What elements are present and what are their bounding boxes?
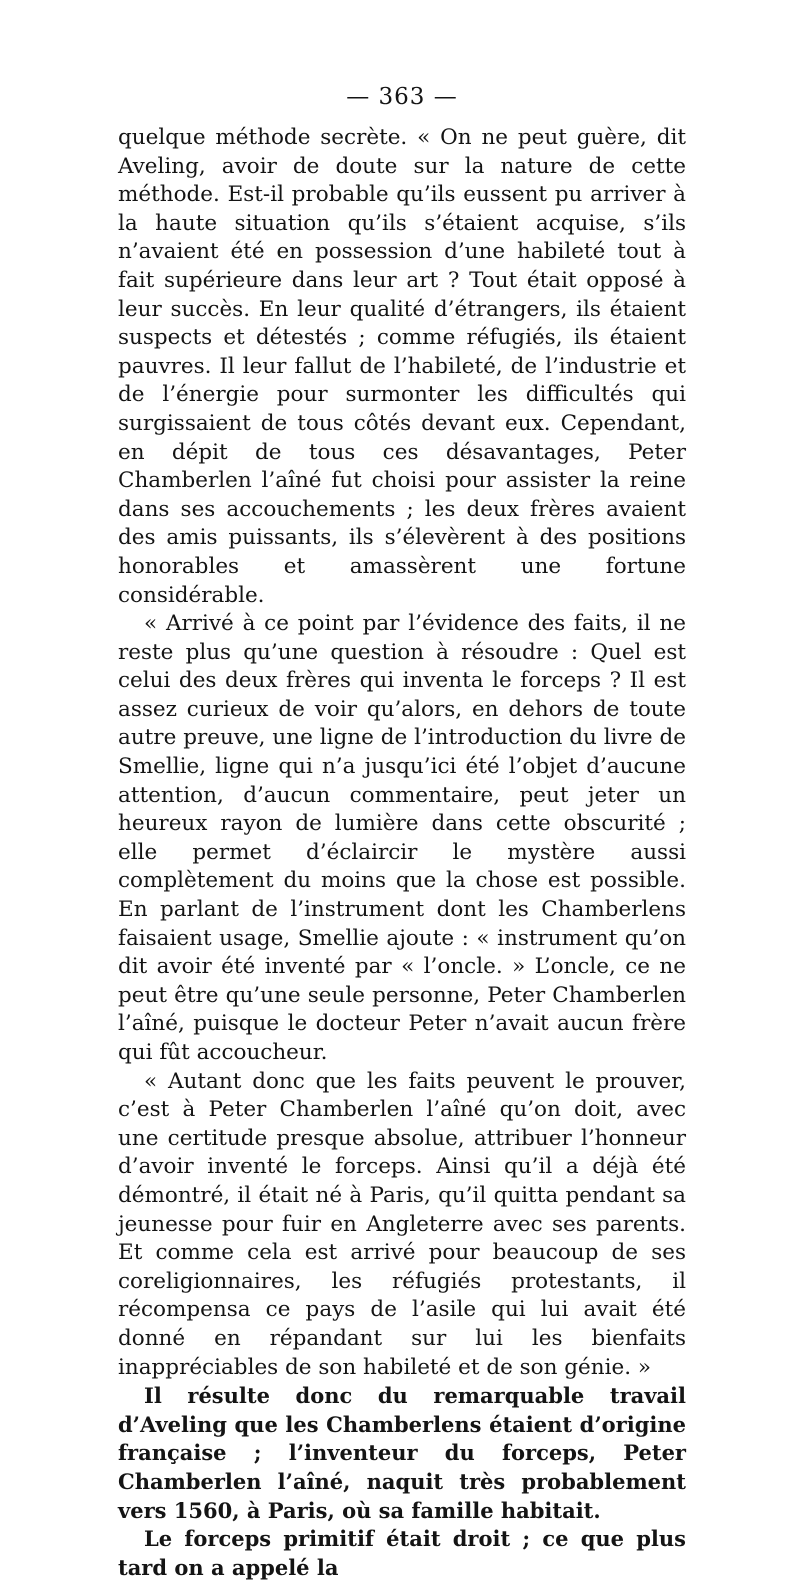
paragraph-4: Il résulte donc du remarquable travail d’Aveling que les Chamberlens étaient d’origine française ; l’inventeur du forceps, Peter Chamberlen l’aîné, naquit très probablement vers 1560, à Paris, où sa famille habitait. (118, 1383, 686, 1523)
paragraph-5: Le forceps primitif était droit ; ce que plus tard on a appelé la (118, 1526, 686, 1580)
page-number: — 363 — (346, 84, 458, 110)
paragraph-2: « Arrivé à ce point par l’évidence des faits, il ne reste plus qu’une question à résoudre : Quel est celui des deux frères qui inventa le forceps ? Il est assez curieux de voir qu’alors, en dehors de toute autre preuve, une ligne de l’introduction du livre de Smellie, ligne qui n’a jusqu’ici été l’objet d’aucune attention, d’aucun commentaire, peut jeter un heureux rayon de lumière dans cette obscurité ; elle permet d’éclaircir le mystère aussi complètement du moins que la chose est possible. En parlant de l’instrument dont les Chamberlens faisaient usage, Smellie ajoute : « instrument qu’on dit avoir été inventé par « l’oncle. » L’oncle, ce ne peut être qu’une seule personne, Peter Chamberlen l’aîné, puisque le docteur Peter n’avait aucun frère qui fût accoucheur. (118, 611, 686, 1065)
paragraph-1: quelque méthode secrète. « On ne peut guère, dit Aveling, avoir de doute sur la nature de cette méthode. Est-il probable qu’ils eussent pu arriver à la haute situation qu’ils s’étaient acquise, s’ils n’avaient été en possession d’une habileté tout à fait supérieure dans leur art ? Tout était opposé à leur succès. En leur qualité d’étrangers, ils étaient suspects et détestés ; comme réfugiés, ils étaient pauvres. Il leur fallut de l’habileté, de l’industrie et de l’énergie pour surmonter les difficultés qui surgissaient de tous côtés devant eux. Cependant, en dépit de tous ces désavantages, Peter Chamberlen l’aîné fut choisi pour assister la reine dans ses accouchements ; les deux frères avaient des amis puissants, ils s’élevèrent à des positions honorables et amassèrent une fortune considérable. (118, 125, 686, 608)
paragraph-3: « Autant donc que les faits peuvent le prouver, c’est à Peter Chamberlen l’aîné qu’on doit, avec une certitude presque absolue, attribuer l’honneur d’avoir inventé le forceps. Ainsi qu’il a déjà été démontré, il était né à Paris, qu’il quitta pendant sa jeunesse pour fuir en Angleterre avec ses parents. Et comme cela est arrivé pour beaucoup de ses coreligionnaires, les réfugiés protestants, il récompensa ce pays de l’asile qui lui avait été donné en répandant sur lui les bienfaits inappréciables de son habileté et de son génie. » (118, 1068, 686, 1380)
